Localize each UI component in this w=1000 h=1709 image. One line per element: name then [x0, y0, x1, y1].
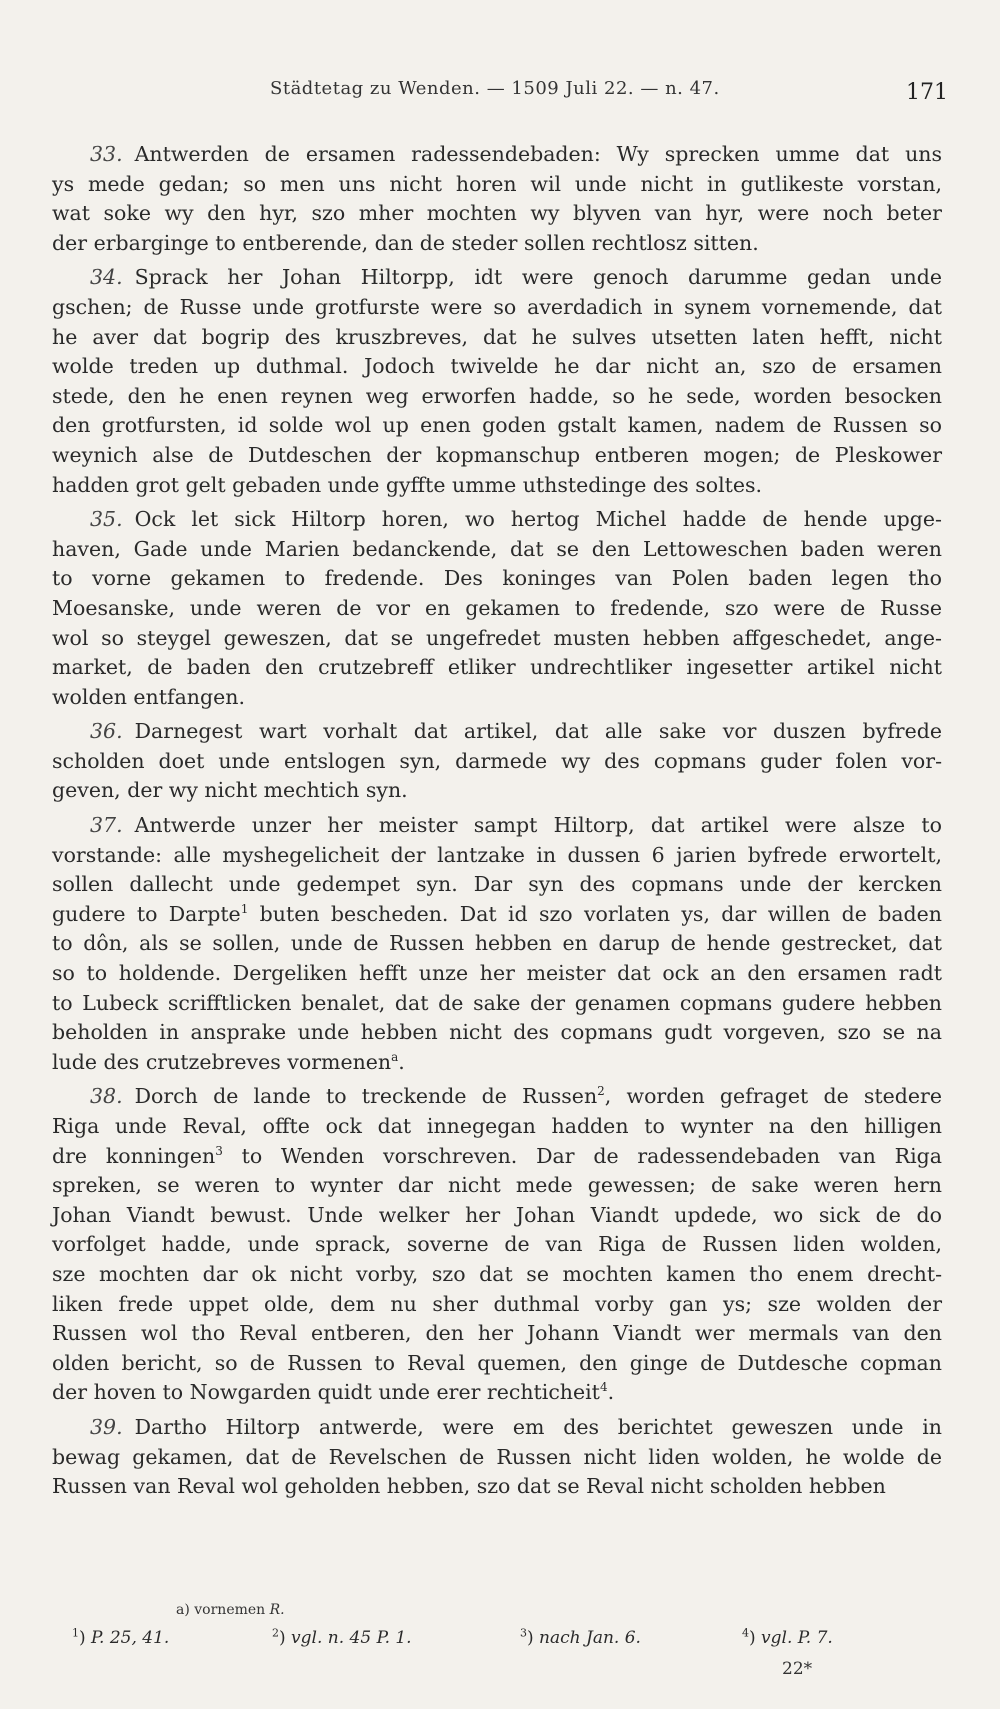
text-line [52, 1142, 942, 1172]
text-line [52, 1413, 942, 1443]
running-title: Städtetag zu Wenden. — 1509 Juli 22. — n. 47. [270, 78, 720, 99]
line-text: scholden doet unde entslogen syn, darmede wy des copmans guder folen vor- [52, 748, 942, 773]
text-line [52, 683, 942, 713]
line-text: ys mede gedan; so men uns nicht horen wil unde nicht in gutlikeste vorstan, [52, 171, 942, 196]
paragraph-number: 35. [90, 507, 123, 532]
text-line [52, 594, 942, 624]
line-text: Darnegest wart vorhalt dat artikel, dat alle sake vor duszen byfrede [134, 719, 942, 744]
text-line [52, 1018, 942, 1048]
line-text: wol so steygel geweszen, dat se ungefredet musten hebben affgeschedet, ange- [52, 625, 942, 650]
text-line [52, 1319, 942, 1349]
line-text: he aver dat bogrip des kruszbreves, dat he sulves utsetten laten hefft, nicht [52, 324, 942, 349]
text-line [52, 1171, 942, 1201]
line-text: Sprack her Johan Hiltorpp, idt were genoch darumme gedan unde [134, 265, 942, 290]
text-line [52, 747, 942, 777]
footnote-text: nach Jan. 6. [539, 1628, 641, 1648]
footnote: $^4$) vgl. P. 7. [742, 1626, 833, 1648]
text-line [52, 535, 942, 565]
text-line [52, 776, 942, 806]
text-line [52, 140, 942, 170]
line-text: Russen van Reval wol geholden hebben, szo dat se Reval nicht scholden hebben [52, 1474, 886, 1499]
text-line [52, 717, 942, 747]
footnote-mark: 4 [742, 1626, 749, 1640]
line-text: Antwerden de ersamen radessendebaden: Wy sprecken umme dat uns [134, 142, 942, 166]
variant-text: vornemen [194, 1602, 266, 1618]
line-text: Moesanske, unde weren de vor en gekamen to fredende, szo were de Russe [52, 595, 942, 620]
body-text [52, 140, 942, 1507]
text-line [52, 959, 942, 989]
text-line [52, 1472, 942, 1502]
footnote: $^3$) nach Jan. 6. [520, 1626, 641, 1648]
text-line [52, 1082, 942, 1112]
line-text: spreken, se weren to wynter dar nicht mede gewessen; de sake weren hern [52, 1173, 942, 1198]
line-text: gschen; de Russe unde grotfurste were so averdadich in synem vornemende, dat [52, 294, 942, 319]
line-text: lude des crutzebreves vormenen [52, 1049, 392, 1074]
line-text: wolden entfangen. [52, 684, 245, 709]
text-line [52, 900, 942, 930]
line-text: geven, der wy nicht mechtich syn. [52, 778, 408, 803]
text-line [52, 1443, 942, 1473]
text-line [52, 929, 942, 959]
line-text: Ock let sick Hiltorp horen, wo hertog Michel hadde de hende upge- [134, 507, 942, 532]
line-text: stede, den he enen reynen weg erworfen hadde, so he sede, worden besocken [52, 383, 942, 408]
footnote: $^1$) P. 25, 41. [72, 1626, 170, 1648]
line-text: Russen wol tho Reval entberen, den her Johann Viandt wer mermals van den [52, 1321, 942, 1346]
footnote-reference: 3 [215, 1143, 223, 1158]
line-text: der hoven to Nowgarden quidt unde erer rechticheit [52, 1380, 600, 1405]
page-number: 171 [906, 80, 948, 105]
text-line [52, 411, 942, 441]
line-text: market, de baden den crutzebreff etliker undrechtliker ingesetter artikel nicht [52, 655, 942, 680]
text-line [52, 811, 942, 841]
text-line [52, 1349, 942, 1379]
line-text: to dôn, als se sollen, unde de Russen hebben en darup de hende gestrecket, dat [52, 931, 942, 956]
text-line [52, 382, 942, 412]
text-line [52, 199, 942, 229]
line-text: wolde treden up duthmal. Jodoch twivelde he dar nicht an, szo de ersamen [52, 354, 942, 379]
line-text: Dartho Hiltorp antwerde, were em des berichtet geweszen unde in [134, 1414, 942, 1439]
paragraph-number: 38. [90, 1084, 123, 1109]
line-text: sollen dallecht unde gedempet syn. Dar syn des copmans unde der kercken [52, 872, 942, 897]
variant-siglum: R. [269, 1602, 285, 1618]
variant-marker: a) [176, 1602, 190, 1618]
line-text-continued: to Wenden vorschreven. Dar de radessendebaden van Riga [222, 1143, 942, 1168]
text-line [52, 323, 942, 353]
line-text: vorstande: alle myshegelicheit der lantzake in dussen 6 jarien byfrede erwortelt, [52, 842, 942, 867]
text-line [52, 1112, 942, 1142]
text-line [52, 841, 942, 871]
line-text: Riga unde Reval, offte ock dat innegegan hadden to wynter na den hilligen [52, 1114, 942, 1138]
line-text-continued: , worden gefraget de stedere [604, 1084, 942, 1109]
line-text: bewag gekamen, dat de Revelschen de Russen nicht liden wolden, he wolde de [52, 1444, 942, 1469]
paragraph-number: 34. [90, 265, 123, 290]
signature-mark: 22* [782, 1659, 813, 1679]
footnote-mark: 3 [520, 1626, 527, 1640]
line-text: so to holdende. Dergeliken hefft unze her meister dat ock an den ersamen radt [52, 961, 942, 986]
footnote-mark: 2 [272, 1626, 279, 1640]
text-line [52, 1201, 942, 1231]
footnote-mark: 1 [72, 1626, 79, 1640]
line-text: olden bericht, so de Russen to Reval quemen, den ginge de Dutdesche copman [52, 1350, 942, 1375]
text-line [52, 624, 942, 654]
variant-note [176, 1602, 285, 1618]
line-text-continued: . [398, 1049, 405, 1074]
line-text: wat soke wy den hyr, szo mher mochten wy blyven van hyr, were noch beter [52, 201, 942, 226]
line-text: Antwerde unzer her meister sampt Hiltorp, dat artikel were alsze to [134, 813, 942, 838]
footnote-text: P. 25, 41. [91, 1628, 170, 1648]
text-line [52, 293, 942, 323]
line-text: Dorch de lande to treckende de Russen [134, 1084, 598, 1109]
paragraph-number: 37. [90, 813, 123, 838]
footnote-reference: 2 [597, 1084, 605, 1099]
line-text: dre konningen [52, 1143, 216, 1168]
text-line [52, 1260, 942, 1290]
line-text: den grotfursten, id solde wol up enen goden gstalt kamen, nadem de Russen so [52, 413, 942, 438]
footnote-reference: 1 [240, 902, 249, 917]
paragraph-number: 39. [90, 1414, 123, 1439]
line-text: to vorne gekamen to fredende. Des koninges van Polen baden legen tho [52, 566, 942, 591]
line-text: liken frede uppet olde, dem nu sher duthmal vorby gan ys; sze wolden der [52, 1291, 942, 1316]
paragraph-number: 36. [90, 719, 123, 744]
line-text: vorfolget hadde, unde sprack, soverne de van Riga de Russen liden wolden, [52, 1232, 942, 1257]
text-line [52, 1048, 942, 1078]
footnote-reference: a [391, 1049, 399, 1064]
footnote: $^2$) vgl. n. 45 P. 1. [272, 1626, 412, 1648]
line-text: der erbarginge to entberende, dan de steder sollen rechtlosz sitten. [52, 230, 759, 255]
footnote-reference: 4 [599, 1380, 608, 1395]
line-text: to Lubeck scrifftlicken benalet, dat de sake der genamen copmans gudere hebben [52, 990, 942, 1015]
paragraph-number: 33. [90, 142, 123, 166]
line-text: beholden in ansprake unde hebben nicht des copmans gudt vorgeven, szo se na [52, 1020, 942, 1045]
line-text: weynich alse de Dutdeschen der kopmanschup entberen mogen; de Pleskower [52, 442, 942, 467]
text-line [52, 229, 942, 259]
line-text: gudere to Darpte [52, 901, 241, 926]
text-line [52, 564, 942, 594]
text-line [52, 1230, 942, 1260]
text-line [52, 870, 942, 900]
text-line [52, 263, 942, 293]
text-line [52, 1290, 942, 1320]
text-line [52, 441, 942, 471]
text-line [52, 471, 942, 501]
line-text: hadden grot gelt gebaden unde gyffte umme uthstedinge des soltes. [52, 472, 763, 497]
footnote-text: vgl. P. 7. [761, 1628, 833, 1648]
text-line [52, 1378, 942, 1408]
text-line [52, 170, 942, 200]
text-line [52, 989, 942, 1019]
line-text: Johan Viandt bewust. Unde welker her Johan Viandt updede, wo sick de do [52, 1202, 942, 1227]
text-line [52, 352, 942, 382]
line-text: haven, Gade unde Marien bedanckende, dat se den Lettoweschen baden weren [52, 536, 942, 561]
line-text-continued: buten bescheden. Dat id szo vorlaten ys, dar willen de baden [248, 901, 942, 926]
footnote-text: vgl. n. 45 P. 1. [291, 1628, 412, 1648]
text-line [52, 653, 942, 683]
text-line [52, 505, 942, 535]
line-text: sze mochten dar ok nicht vorby, szo dat se mochten kamen tho enem drecht- [52, 1261, 942, 1286]
line-text-continued: . [607, 1380, 615, 1405]
